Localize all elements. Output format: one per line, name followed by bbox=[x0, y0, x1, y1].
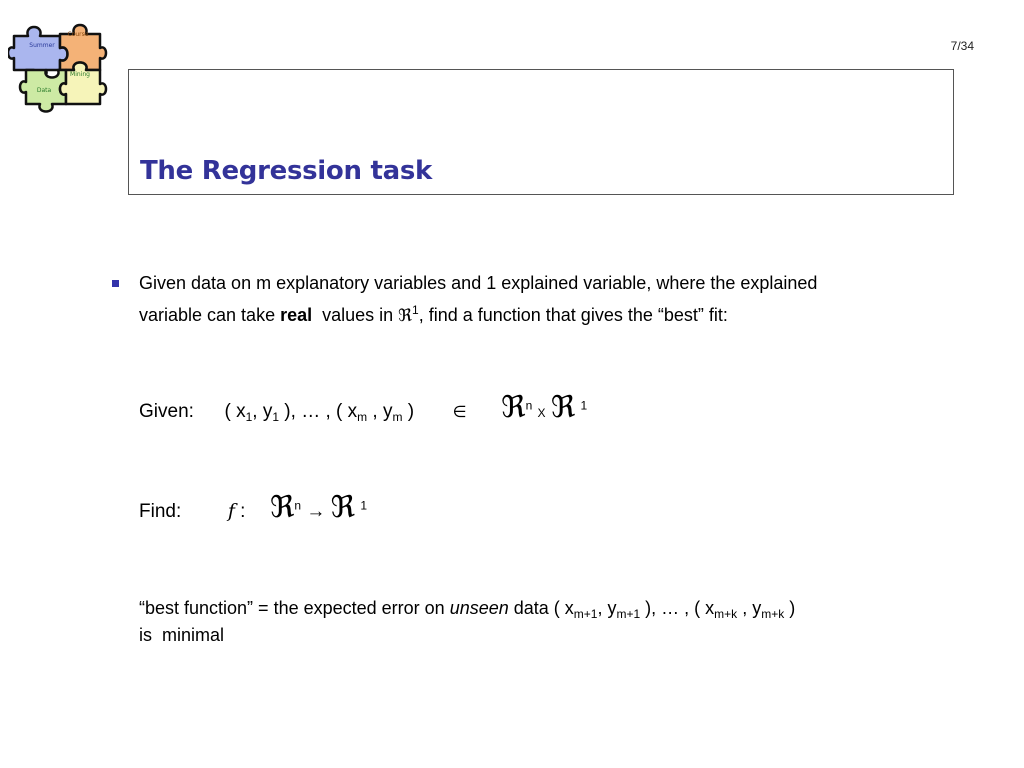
logo-label-summer: Summer bbox=[29, 42, 55, 49]
given-sub-1: 1 bbox=[245, 410, 253, 424]
find-real-symbol-2: ℜ bbox=[330, 490, 356, 525]
given-pair-text-5: ) bbox=[402, 401, 415, 422]
arrow-symbol: → bbox=[306, 501, 326, 522]
best-function-paragraph bbox=[139, 595, 939, 649]
best-sub-1: m+1 bbox=[573, 607, 598, 621]
best-line-2: is minimal bbox=[139, 625, 225, 645]
given-pair-text-3: ), … , ( x bbox=[279, 401, 358, 422]
best-text-5: , y bbox=[737, 598, 762, 618]
bullet-line-2-mid: values in bbox=[312, 305, 399, 325]
logo-label-course: Course bbox=[67, 31, 89, 38]
bullet-line-2-post: , find a function that gives the “best” fit: bbox=[418, 305, 728, 325]
real-symbol: ℜ bbox=[398, 306, 413, 326]
given-sub-4: m bbox=[392, 410, 403, 424]
function-f: f bbox=[227, 500, 235, 522]
element-of-symbol: ∈ bbox=[452, 404, 467, 421]
best-line-1 bbox=[139, 595, 939, 622]
page-number: 7/34 bbox=[950, 39, 974, 53]
times-symbol: X bbox=[537, 406, 546, 420]
title-box bbox=[128, 69, 954, 195]
given-sub-2: 1 bbox=[272, 410, 280, 424]
bullet-paragraph bbox=[139, 270, 939, 330]
logo-label-mining: Mining bbox=[70, 71, 90, 78]
given-pair-text-1: ( x bbox=[224, 401, 246, 422]
find-label: Find: bbox=[139, 501, 182, 522]
best-sub-3: m+k bbox=[714, 607, 738, 621]
logo-label-data: Data bbox=[36, 87, 52, 94]
bold-real: real bbox=[280, 305, 313, 325]
find-exp-n: n bbox=[294, 498, 302, 513]
given-real-symbol-1: ℜ bbox=[501, 390, 526, 425]
given-line bbox=[139, 390, 587, 425]
bullet-square-icon bbox=[112, 280, 119, 287]
find-exp-1: 1 bbox=[360, 498, 368, 513]
given-sub-3: m bbox=[357, 410, 368, 424]
best-sub-4: m+k bbox=[761, 607, 785, 621]
unseen-italic: unseen bbox=[449, 598, 509, 618]
best-sub-2: m+1 bbox=[616, 607, 641, 621]
best-text-3: , y bbox=[597, 598, 617, 618]
best-text-6: ) bbox=[784, 598, 796, 618]
bullet-line-1: Given data on m explanatory variables and 1 explained variable, where the explained bbox=[139, 273, 818, 293]
bullet-line-2 bbox=[139, 297, 939, 330]
given-pair-text-4: , y bbox=[367, 401, 393, 422]
given-exp-n: n bbox=[525, 398, 533, 413]
best-text-4: ), … , ( x bbox=[640, 598, 715, 618]
given-label: Given: bbox=[139, 401, 194, 422]
given-real-symbol-2: ℜ bbox=[550, 390, 576, 425]
best-text-1: “best function” = the expected error on bbox=[139, 598, 450, 618]
puzzle-logo bbox=[8, 10, 116, 114]
find-line bbox=[139, 490, 367, 525]
find-colon: : bbox=[240, 501, 246, 522]
bullet-line-2-pre: variable can take bbox=[139, 305, 281, 325]
given-pair-text-2: , y bbox=[252, 401, 273, 422]
slide-title: The Regression task bbox=[140, 156, 432, 186]
best-text-2: data ( x bbox=[508, 598, 574, 618]
real-exponent: 1 bbox=[412, 303, 419, 317]
given-exp-1: 1 bbox=[580, 398, 588, 413]
find-real-symbol-1: ℜ bbox=[269, 490, 295, 525]
